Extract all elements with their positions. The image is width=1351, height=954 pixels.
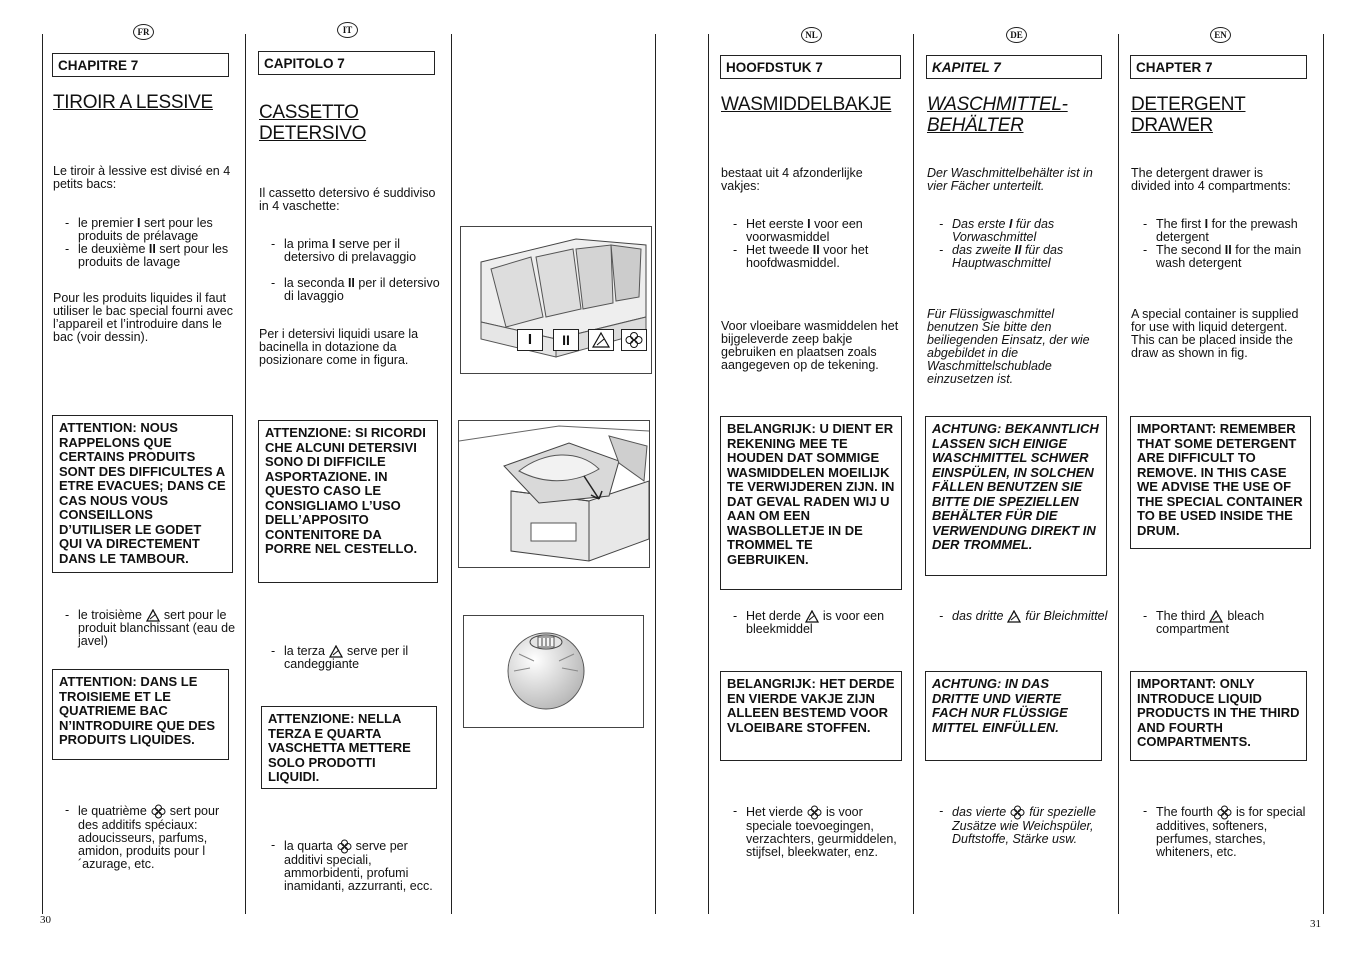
bleach-label-box xyxy=(588,329,614,351)
warning-box: ACHTUNG: BEKANNTLICH LASSEN SICH EINIGE WASCHMITTEL SCHWER EINSPÜLEN, IN SOLCHEN FÄLLEN BENUTZEN SIE BITTE DIE SPEZIELLEN BEHÄLTER FÜR DIE VERWENDUNG DIREKT IN DER TROMMEL. xyxy=(925,416,1107,576)
list-item: - The fourth is for special additives, softeners, perfumes, starches, whiteners, etc. xyxy=(1142,805,1312,859)
compartment-list xyxy=(938,805,1108,846)
list-item: - la seconda II per il detersivo di lavaggio xyxy=(270,277,442,303)
chapter-heading: KAPITEL 7 xyxy=(926,55,1102,79)
list-item: - The first I for the prewash detergent xyxy=(1142,218,1310,244)
liquid-text: Pour les produits liquides il faut utiliser le bac special fourni avec l’appareil et l’introduire dans le bac (voir dessin). xyxy=(53,291,233,344)
section-title: DETERGENT DRAWER xyxy=(1131,94,1246,136)
page-number-right: 31 xyxy=(1310,918,1321,930)
list-item: - das dritte für Bleichmittel xyxy=(938,610,1110,623)
warning-box: BELANGRIJK: HET DERDE EN VIERDE VAKJE ZIJN ALLEEN BESTEMD VOOR VLOEIBARE STOFFEN. xyxy=(720,671,902,761)
intro-text: Der Waschmittelbehälter ist in vier Fächer unterteilt. xyxy=(927,166,1093,193)
liquid-container-illustration xyxy=(459,421,649,567)
drawer-figure xyxy=(460,226,652,374)
column-divider xyxy=(42,34,43,914)
language-badge-it: IT xyxy=(337,22,358,38)
chapter-heading: HOOFDSTUK 7 xyxy=(720,55,901,79)
triangle-bleach-icon xyxy=(1007,610,1021,623)
intro-text: Il cassetto detersivo é suddiviso in 4 vaschette: xyxy=(259,186,436,213)
column-divider xyxy=(451,34,452,914)
chapter-heading: CHAPTER 7 xyxy=(1130,55,1307,79)
compartment-list xyxy=(732,610,904,636)
compartment-list xyxy=(732,218,902,270)
warning-box: ACHTUNG: IN DAS DRITTE UND VIERTE FACH NUR FLÜSSIGE MITTEL EINFÜLLEN. xyxy=(925,671,1102,761)
intro-text: The detergent drawer is divided into 4 compartments: xyxy=(1131,166,1291,193)
liquid-text: Per i detersivi liquidi usare la bacinella in dotazione da posizionare come in figura. xyxy=(259,327,419,367)
compartment-list xyxy=(64,609,236,648)
list-item: - das zweite II für das Hauptwaschmittel xyxy=(938,244,1106,270)
list-item: - Het vierde is voor speciale toevoegingen, verzachters, geurmiddelen, stijfsel, bleekwater, enz. xyxy=(732,805,904,859)
liquid-text: Für Flüssigwaschmittel benutzen Sie bitte den beiliegenden Einsatz, der wie abgebildet in die Waschmittelschublade einzusetzen ist. xyxy=(927,307,1090,386)
page-number-left: 30 xyxy=(40,914,51,926)
list-item: - le premier I sert pour les produits de prélavage xyxy=(64,217,234,243)
flower-icon xyxy=(807,805,822,820)
language-badge-en: EN xyxy=(1210,27,1231,43)
flower-icon xyxy=(337,839,352,854)
warning-box: ATTENTION: DANS LE TROISIEME ET LE QUATRIEME BAC N’INTRODUIRE QUE DES PRODUITS LIQUIDES. xyxy=(52,669,229,760)
list-item: - le quatrième sert pour des additifs spéciaux: adoucisseurs, parfums, amidon, produits pour l´azurage, etc. xyxy=(64,804,234,871)
list-item: - Das erste I für das Vorwaschmittel xyxy=(938,218,1106,244)
compartment-list xyxy=(1142,805,1312,859)
language-badge-de: DE xyxy=(1006,27,1027,43)
flower-icon xyxy=(1010,805,1025,820)
compartment-list xyxy=(1142,610,1314,636)
liquid-container-figure xyxy=(458,420,650,568)
compartment-label-ii: II xyxy=(553,329,579,351)
language-badge-nl: NL xyxy=(801,27,822,43)
section-title: WASCHMITTEL-BEHÄLTER xyxy=(927,94,1068,136)
column-divider xyxy=(708,34,709,914)
section-title: WASMIDDELBAKJE xyxy=(721,94,892,115)
compartment-list xyxy=(1142,218,1310,270)
flower-icon xyxy=(151,804,166,819)
intro-text: bestaat uit 4 afzonderlijke vakjes: xyxy=(721,166,863,193)
liquid-text: A special container is supplied for use with liquid detergent. This can be placed inside the draw as shown in fig. xyxy=(1131,307,1299,360)
chapter-heading: CHAPITRE 7 xyxy=(52,53,229,77)
section-title: TIROIR A LESSIVE xyxy=(53,92,213,113)
warning-box: ATTENZIONE: SI RICORDI CHE ALCUNI DETERSIVI SONO DI DIFFICILE ASPORTAZIONE. IN QUESTO CASO LE CONSIGLIAMO L’USO DELL’APPOSITO CONTENITORE DA PORRE NEL CESTELLO. xyxy=(258,420,438,583)
compartment-list xyxy=(270,645,442,671)
compartment-list xyxy=(270,238,442,303)
compartment-list xyxy=(732,805,904,859)
dosing-ball-figure xyxy=(463,615,644,728)
list-item: - The third bleach compartment xyxy=(1142,610,1314,636)
chapter-heading: CAPITOLO 7 xyxy=(258,51,435,75)
list-item: - Het tweede II voor het hoofdwasmiddel. xyxy=(732,244,902,270)
compartment-list xyxy=(270,839,442,893)
softener-label-box xyxy=(621,329,647,351)
compartment-list xyxy=(64,804,234,871)
list-item: - la terza serve per il candeggiante xyxy=(270,645,442,671)
section-title: CASSETTO DETERSIVO xyxy=(259,102,367,144)
warning-box: IMPORTANT: ONLY INTRODUCE LIQUID PRODUCTS IN THE THIRD AND FOURTH COMPARTMENTS. xyxy=(1130,671,1307,761)
triangle-bleach-icon xyxy=(589,330,613,350)
warning-box: BELANGRIJK: U DIENT ER REKENING MEE TE HOUDEN DAT SOMMIGE WASMIDDELEN MOEILIJK TE VERWIJDEREN ZIJN. IN DAT GEVAL RADEN WIJ U AAN OM EEN WASBOLLETJE IN DE TROMMEL TE GEBRUIKEN. xyxy=(720,416,902,590)
dosing-ball-illustration xyxy=(464,616,643,727)
list-item: - le troisième sert pour le produit blanchissant (eau de javel) xyxy=(64,609,236,648)
liquid-text: Voor vloeibare wasmiddelen het bijgeleverde zeep bakje gebruiken en plaatsen zoals aangegeven op de tekening. xyxy=(721,319,899,372)
column-divider xyxy=(1118,34,1119,914)
column-divider xyxy=(655,34,656,914)
list-item: - Het eerste I voor een voorwasmiddel xyxy=(732,218,902,244)
column-divider xyxy=(245,34,246,914)
list-item: - Het derde is voor een bleekmiddel xyxy=(732,610,904,636)
warning-box: ATTENZIONE: NELLA TERZA E QUARTA VASCHETTA METTERE SOLO PRODOTTI LIQUIDI. xyxy=(261,706,437,789)
flower-icon xyxy=(622,330,646,350)
flower-icon xyxy=(1217,805,1232,820)
list-item: - la quarta serve per additivi speciali, ammorbidenti, profumi inamidanti, azzurranti, ecc. xyxy=(270,839,442,893)
list-item: - das vierte für spezielle Zusätze wie Weichspüler, Duftstoffe, Stärke usw. xyxy=(938,805,1108,846)
list-item: - la prima I serve per il detersivo di prelavaggio xyxy=(270,238,442,264)
warning-box: ATTENTION: NOUS RAPPELONS QUE CERTAINS PRODUITS SONT DES DIFFICULTES A ETRE EVACUES; DANS CE CAS NOUS VOUS CONSEILLONS D’UTILISER LE GODET QUI VA DIRECTEMENT DANS LE TAMBOUR. xyxy=(52,415,233,573)
list-item: - The second II for the main wash detergent xyxy=(1142,244,1310,270)
column-divider xyxy=(913,34,914,914)
intro-text: Le tiroir à lessive est divisé en 4 petits bacs: xyxy=(53,164,231,191)
language-badge-fr: FR xyxy=(133,24,154,40)
compartment-list xyxy=(938,218,1106,270)
compartment-list xyxy=(64,217,234,269)
compartment-list xyxy=(938,610,1110,623)
list-item: - le deuxième II sert pour les produits de lavage xyxy=(64,243,234,269)
warning-box: IMPORTANT: REMEMBER THAT SOME DETERGENT ARE DIFFICULT TO REMOVE. IN THIS CASE WE ADVISE THE USE OF THE SPECIAL CONTAINER TO BE USED INSIDE THE DRUM. xyxy=(1130,416,1311,549)
compartment-label-i: I xyxy=(517,329,543,351)
column-divider xyxy=(1323,34,1324,914)
